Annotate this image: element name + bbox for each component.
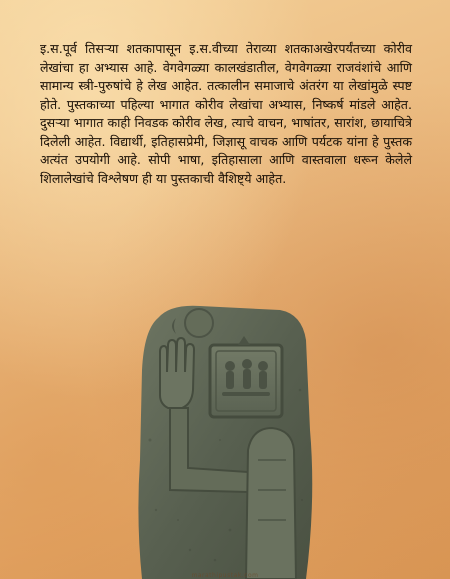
memorial-stone-image [130, 300, 320, 579]
pillar-carving [246, 428, 296, 579]
back-cover-blurb: इ.स.पूर्व तिसऱ्या शतकापासून इ.स.वीच्या तेराव्या शतकाअखेरपर्यंतच्या कोरीव लेखांचा हा अभ्यास आहे. वेगवेगळ्या कालखंडातील, वेगवेगळ्या राजवंशांचे आणि सामान्य स्त्री-पुरुषांचे हे लेख आहेत. तत्कालीन समाजाचे अंतरंग या लेखांमुळे स्पष्ट होते. पुस्तकाच्या पहिल्या भागात कोरीव लेखांचा अभ्यास, निष्कर्ष मांडले आहेत. दुसऱ्या भागात काही निवडक कोरीव लेख, त्याचे वाचन, भाषांतर, सारांश, छायाचित्रे दिलेली आहेत. विद्यार्थी, इतिहासप्रेमी, जिज्ञासू वाचक आणि पर्यटक यांना हे पुस्तक अत्यंत उपयोगी आहे. सोपी भाषा, इतिहासाला आणि वास्तवाला धरून केलेले शिलालेखांचे विश्लेषण ही या पुस्तकाची वैशिष्ट्ये आहेत. [40, 41, 412, 186]
sun-disc-carving [185, 309, 213, 337]
footer-url: marathipustak.com [191, 572, 259, 579]
raised-hand-carving [160, 338, 194, 408]
